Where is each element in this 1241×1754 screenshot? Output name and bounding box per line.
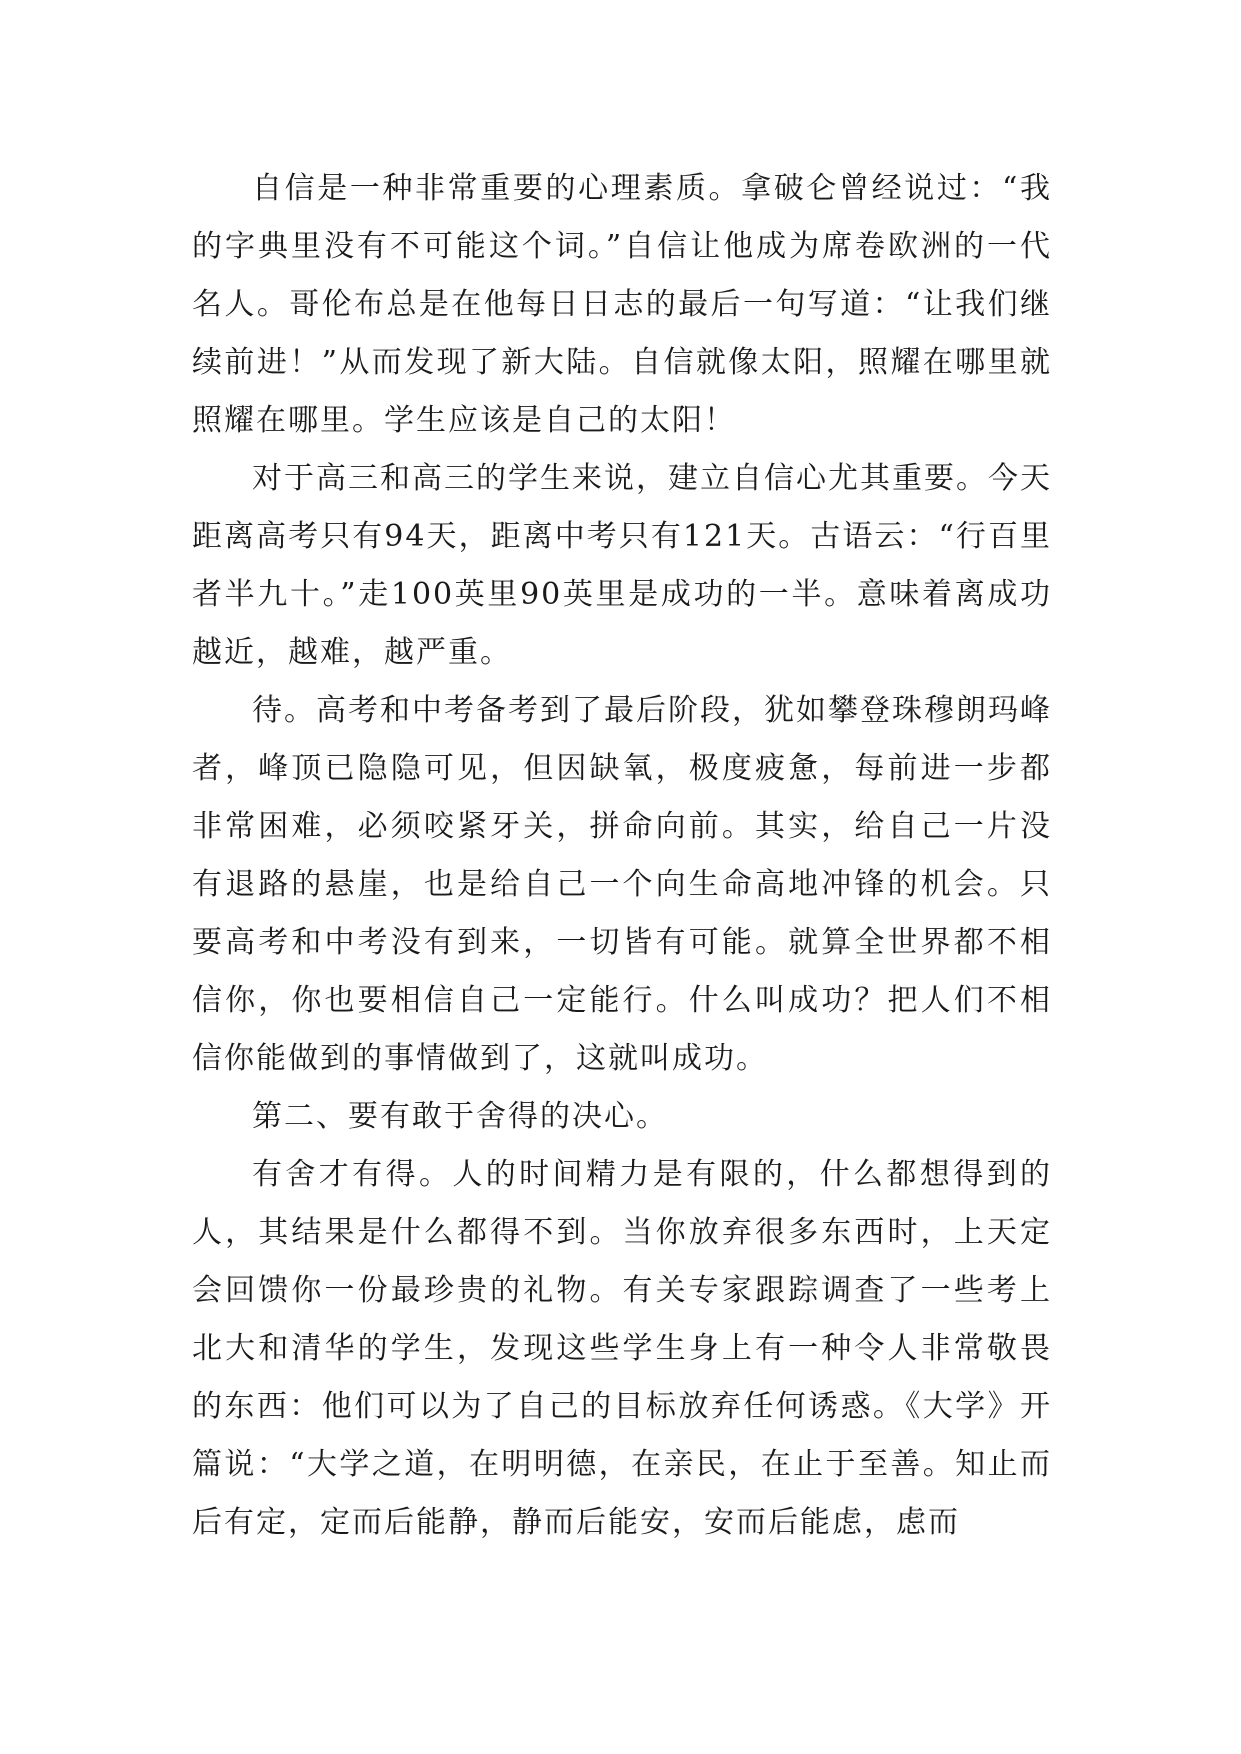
paragraph-sacrifice: 有舍才有得。人的时间精力是有限的，什么都想得到的人，其结果是什么都得不到。当你放弃很多东西时，上天定会回馈你一份最珍贵的礼物。有关专家跟踪调查了一些考上北大和清华的学生，发现这些学生身上有一种令人非常敬畏的东西：他们可以为了自己的目标放弃任何诱惑。《大学》开篇说：“大学之道，在明明德，在亲民，在止于至善。知止而后有定，定而后能静，静而后能安，安而后能虑，虑而: [192, 1157, 1052, 1540]
paragraph-final-stage: 待。高考和中考备考到了最后阶段，犹如攀登珠穆朗玛峰者，峰顶已隐隐可见，但因缺氧，极度疲惫，每前进一步都非常困难，必须咬紧牙关，拼命向前。其实，给自己一片没有退路的悬崖，也是给自己一个向生命高地冲锋的机会。只要高考和中考没有到来，一切皆有可能。就算全世界都不相信你，你也要相信自己一定能行。什么叫成功？把人们不相信你能做到的事情做到了，这就叫成功。: [192, 693, 1052, 1076]
section-heading-second: 第二、要有敢于舍得的决心。: [252, 1099, 668, 1134]
paragraph-countdown: 对于高三和高三的学生来说，建立自信心尤其重要。今天距离高考只有94天，距离中考只有121天。古语云：“行百里者半九十。”走100英里90英里是成功的一半。意味着离成功越近，越难，越严重。: [192, 461, 1052, 670]
document-body: [192, 160, 1052, 1552]
paragraph-confidence-intro: 自信是一种非常重要的心理素质。拿破仑曾经说过：“我的字典里没有不可能这个词。”自信让他成为席卷欧洲的一代名人。哥伦布总是在他每日日志的最后一句写道：“让我们继续前进！”从而发现了新大陆。自信就像太阳，照耀在哪里就照耀在哪里。学生应该是自己的太阳！: [192, 171, 1052, 438]
